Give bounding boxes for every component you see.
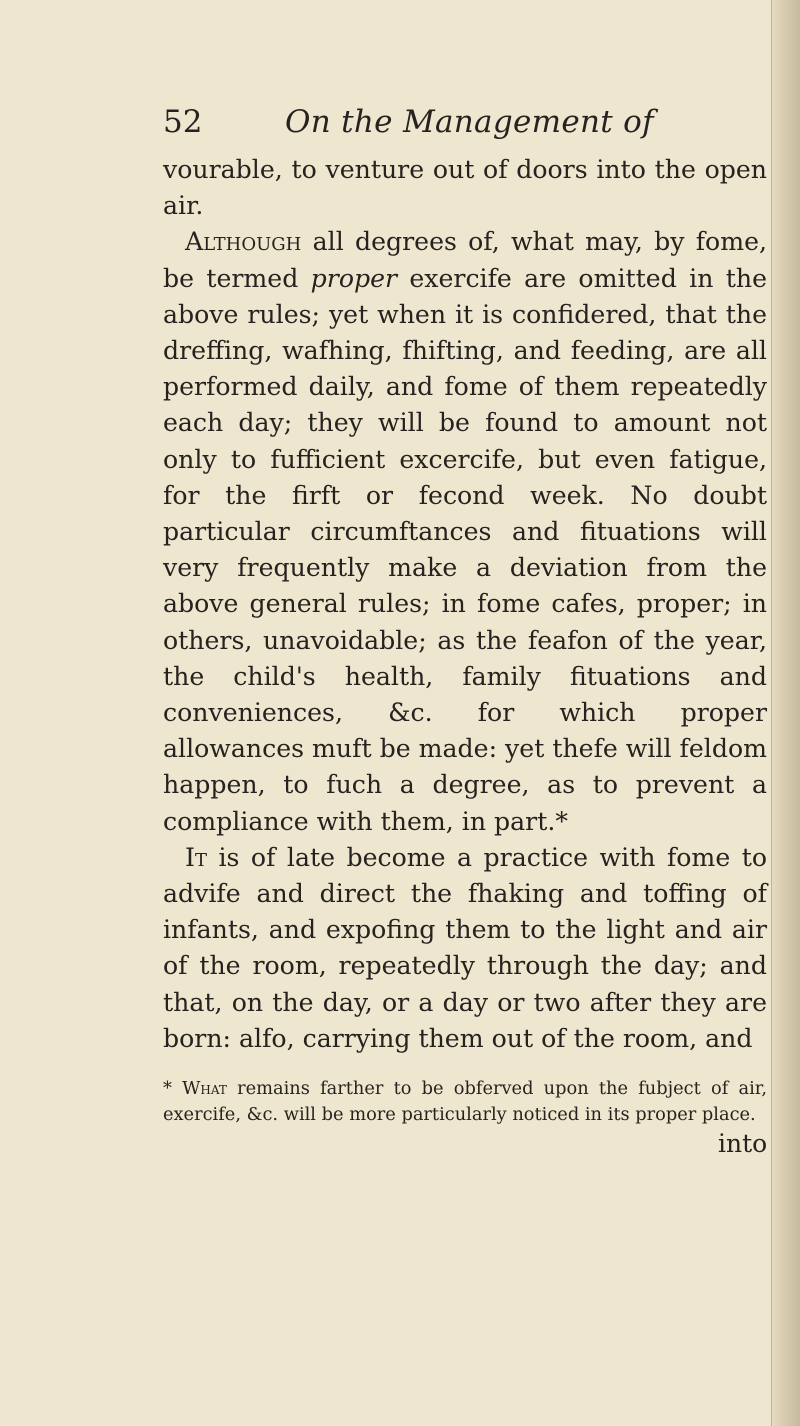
page-edge [771,0,800,1426]
footnote-lead: What [182,1078,227,1099]
running-header [163,92,763,152]
footnote [163,1076,767,1128]
body-text [163,152,767,1057]
paragraph-2-before-emphasis: all degrees of, what may, by fome, be termed [163,227,767,293]
footnote-text: remains farther to be obferved upon the fubject of air, exercife, &c. will be more particularly noticed in its proper place. [163,1078,767,1125]
paragraph-2-emphasis: proper [310,263,398,293]
catchword: into [718,1129,768,1158]
paragraph-1 [163,152,767,224]
running-title: On the Management of [285,104,654,140]
paragraph-2 [163,224,767,839]
paragraph-2-lead: Although [185,227,302,257]
paragraph-3-lead: It [185,842,207,872]
paragraph-1-text: vourable, to venture out of doors into the open air. [163,155,767,221]
footnote-marker: * [163,1078,172,1099]
paragraph-3-text: is of late become a practice with fome to advife and direct the fhaking and toffing of infants, and expofing them to the light and air of the room, repeatedly through the day; and that, on the day, or a day or two after they are born: alfo, carrying them out of the room, and [163,842,767,1053]
page-number: 52 [163,104,203,140]
paragraph-2-text: exercife are omitted in the above rules; yet when it is confidered, that the dreffing, wafhing, fhifting, and feeding, are all performed daily, and fome of them repeatedly each day; they will be found to amount not only to fufficient excercife, but even fatigue, for the firft or fecond week. No doubt particular circumftances and fituations will very frequently make a deviation from the above general rules; in fome cafes, proper; in others, unavoidable; as the feafon of the year, the child's health, family fituations and conveniences, &c. for which proper allowances muft be made: yet thefe will feldom happen, to fuch a degree, as to prevent a compliance with them, in part.* [163,263,767,836]
paragraph-3 [163,840,767,1057]
